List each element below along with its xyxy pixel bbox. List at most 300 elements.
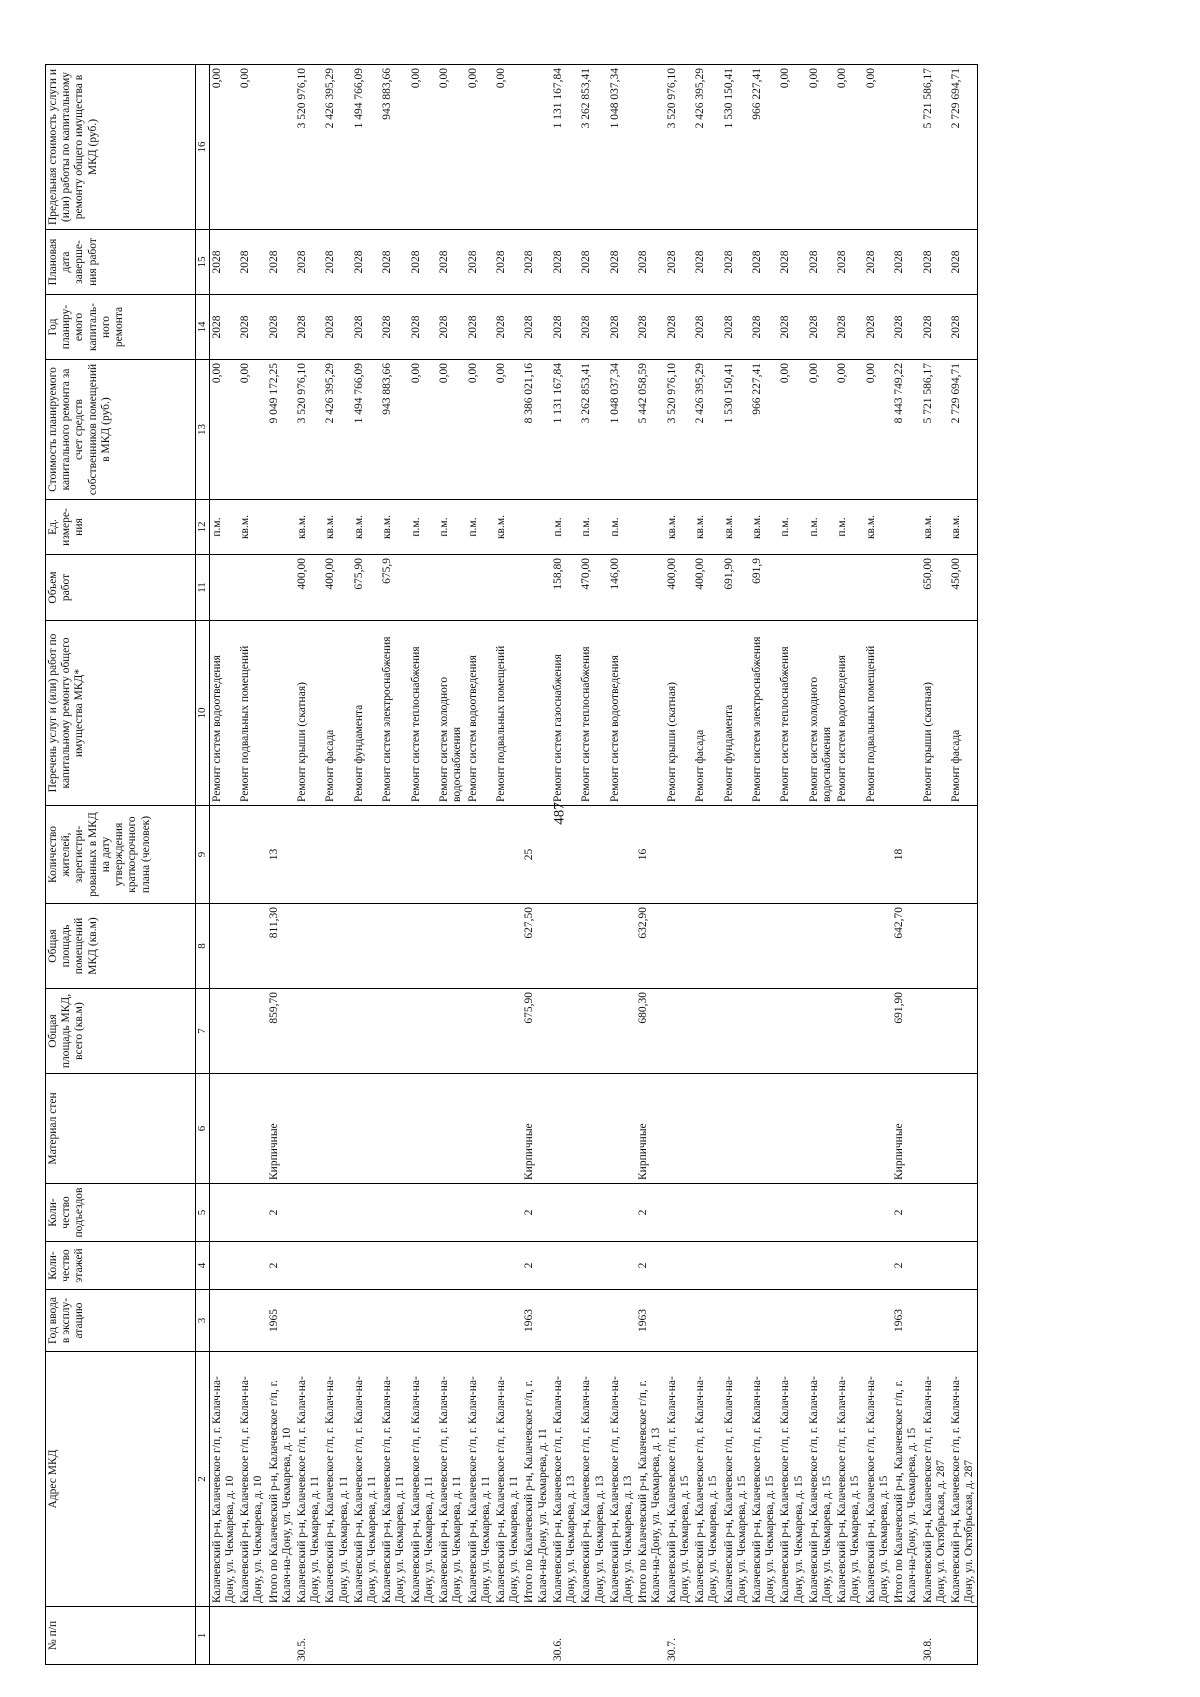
table-cell: 2 426 395,29 — [693, 360, 721, 500]
table-cell — [522, 555, 550, 621]
table-row — [267, 65, 295, 1665]
table-cell: 2028 — [209, 295, 238, 360]
table-cell: 2028 — [380, 230, 408, 295]
table-cell: 1 048 037,34 — [608, 65, 636, 230]
table-cell — [238, 989, 266, 1074]
table-cell — [864, 1290, 892, 1352]
table-cell — [949, 1184, 978, 1242]
table-cell: 2028 — [323, 230, 351, 295]
table-cell — [665, 1290, 693, 1352]
table-cell: 2 — [267, 1242, 295, 1290]
table-cell: 2028 — [494, 295, 522, 360]
table-cell: Ремонт систем холодного водоснабжения — [807, 621, 835, 806]
table-cell: 1 131 167,84 — [551, 360, 579, 500]
table-cell: кв.м. — [722, 500, 750, 555]
table-cell: 943 883,66 — [380, 65, 408, 230]
table-cell — [807, 904, 835, 989]
table-cell — [608, 1074, 636, 1184]
table-row — [494, 65, 522, 1665]
table-cell: 2028 — [608, 295, 636, 360]
table-cell: 2028 — [778, 230, 806, 295]
table-cell — [949, 1074, 978, 1184]
table-cell: п.м. — [807, 500, 835, 555]
table-cell: 0,00 — [209, 65, 238, 230]
table-cell: 0,00 — [409, 65, 437, 230]
table-cell: 675,90 — [522, 989, 550, 1074]
table-cell: Ремонт систем водоотведения — [608, 621, 636, 806]
table-cell — [380, 1184, 408, 1242]
table-cell: 1965 — [267, 1290, 295, 1352]
table-cell: п.м. — [835, 500, 863, 555]
table-cell — [267, 1607, 295, 1665]
table-cell — [949, 1242, 978, 1290]
table-cell: 3 262 853,41 — [579, 65, 607, 230]
table-cell — [835, 806, 863, 904]
column-header: № п/п — [46, 1607, 196, 1665]
table-cell: 2028 — [807, 295, 835, 360]
table-cell — [807, 1242, 835, 1290]
table-cell — [409, 806, 437, 904]
table-cell: 2028 — [380, 295, 408, 360]
table-cell — [494, 1074, 522, 1184]
table-cell: 2028 — [295, 230, 323, 295]
table-cell — [807, 1074, 835, 1184]
table-cell — [295, 904, 323, 989]
table-cell: 2028 — [864, 295, 892, 360]
table-cell — [750, 806, 778, 904]
table-row — [295, 65, 323, 1665]
table-cell — [409, 555, 437, 621]
column-header: Предельная стоимость услуги и (или) работы по капитальному ремонту общего имущества в МКД (руб.) — [46, 65, 196, 230]
table-cell — [409, 1242, 437, 1290]
table-cell: 2028 — [665, 230, 693, 295]
table-cell — [209, 555, 238, 621]
table-cell — [750, 989, 778, 1074]
table-cell — [693, 1607, 721, 1665]
table-cell: 2028 — [466, 295, 494, 360]
table-cell: 0,00 — [807, 65, 835, 230]
table-cell — [209, 989, 238, 1074]
table-cell: 2 — [522, 1184, 550, 1242]
table-cell: Калачевский р-н, Калачевское г/п, г. Калач-на-Дону, ул. Чекмарева, д. 15 — [835, 1352, 863, 1607]
table-cell: кв.м. — [295, 500, 323, 555]
table-cell: 2028 — [778, 295, 806, 360]
table-cell: Калачевский р-н, Калачевское г/п, г. Калач-на-Дону, ул. Чекмарева, д. 10 — [238, 1352, 266, 1607]
table-cell: 2028 — [722, 230, 750, 295]
table-cell — [323, 1607, 351, 1665]
table-cell: Калачевский р-н, Калачевское г/п, г. Калач-на-Дону, ул. Чекмарева, д. 15 — [693, 1352, 721, 1607]
table-cell: 2028 — [238, 295, 266, 360]
table-cell: 2028 — [892, 230, 920, 295]
column-header: Объем работ — [46, 555, 196, 621]
table-cell: п.м. — [209, 500, 238, 555]
table-cell — [722, 806, 750, 904]
table-cell: 0,00 — [778, 360, 806, 500]
table-cell: 2028 — [409, 230, 437, 295]
table-cell: 0,00 — [778, 65, 806, 230]
table-cell — [750, 904, 778, 989]
table-cell: 400,00 — [693, 555, 721, 621]
table-cell: 2028 — [409, 295, 437, 360]
table-cell: Ремонт фундамента — [352, 621, 380, 806]
header-row — [46, 65, 196, 1665]
table-cell — [693, 806, 721, 904]
column-header: Перечень услуг и (или) работ по капитальному ремонту общего имущества МКД* — [46, 621, 196, 806]
table-cell — [409, 1074, 437, 1184]
table-row — [437, 65, 465, 1665]
table-cell — [352, 1290, 380, 1352]
table-cell: 1963 — [892, 1290, 920, 1352]
table-row — [949, 65, 978, 1665]
table-cell: кв.м. — [949, 500, 978, 555]
table-cell — [608, 989, 636, 1074]
table-cell — [778, 555, 806, 621]
table-cell: 0,00 — [494, 360, 522, 500]
table-cell: 2028 — [636, 230, 664, 295]
table-cell: 2028 — [522, 295, 550, 360]
table-cell — [864, 1074, 892, 1184]
table-cell — [323, 1074, 351, 1184]
table-cell: кв.м. — [665, 500, 693, 555]
table-cell: Калачевский р-н, Калачевское г/п, г. Калач-на-Дону, ул. Чекмарева, д. 11 — [323, 1352, 351, 1607]
table-cell: 2028 — [921, 295, 949, 360]
table-cell — [693, 1290, 721, 1352]
table-row — [409, 65, 437, 1665]
column-number: 4 — [196, 1242, 210, 1290]
table-cell: Калачевский р-н, Калачевское г/п, г. Калач-на-Дону, ул. Чекмарева, д. 13 — [608, 1352, 636, 1607]
column-header: Коли-чество этажей — [46, 1242, 196, 1290]
table-cell — [921, 806, 949, 904]
table-cell — [835, 904, 863, 989]
table-cell — [238, 806, 266, 904]
table-cell — [892, 1607, 920, 1665]
table-cell: 2028 — [352, 295, 380, 360]
table-cell — [238, 904, 266, 989]
table-cell — [437, 555, 465, 621]
table-cell: Калачевский р-н, Калачевское г/п, г. Калач-на-Дону, ул. Чекмарева, д. 15 — [665, 1352, 693, 1607]
table-cell: 0,00 — [437, 65, 465, 230]
table-cell: Калачевский р-н, Калачевское г/п, г. Калач-на-Дону, ул. Чекмарева, д. 11 — [380, 1352, 408, 1607]
table-cell — [494, 1184, 522, 1242]
table-cell — [835, 1607, 863, 1665]
table-cell — [352, 1184, 380, 1242]
table-cell — [522, 65, 550, 230]
table-cell: 0,00 — [238, 65, 266, 230]
table-cell — [807, 1290, 835, 1352]
table-cell — [409, 989, 437, 1074]
table-cell — [466, 1290, 494, 1352]
table-cell: 2028 — [494, 230, 522, 295]
table-cell: 1963 — [636, 1290, 664, 1352]
table-cell: 0,00 — [864, 360, 892, 500]
table-cell — [295, 1074, 323, 1184]
table-cell — [636, 555, 664, 621]
table-cell: 1 048 037,34 — [608, 360, 636, 500]
column-header: Адрес МКД — [46, 1352, 196, 1607]
table-cell — [750, 1184, 778, 1242]
table-cell — [494, 1242, 522, 1290]
table-cell: 18 — [892, 806, 920, 904]
table-row — [835, 65, 863, 1665]
table-cell: 2 729 694,71 — [949, 360, 978, 500]
table-cell — [238, 1242, 266, 1290]
table-cell: 1 530 150,41 — [722, 360, 750, 500]
table-cell: 2028 — [579, 230, 607, 295]
table-cell — [778, 989, 806, 1074]
column-number: 14 — [196, 295, 210, 360]
table-cell: 2028 — [665, 295, 693, 360]
table-cell — [380, 1242, 408, 1290]
table-cell — [466, 1184, 494, 1242]
table-cell: 0,00 — [494, 65, 522, 230]
table-cell — [722, 989, 750, 1074]
table-cell: 2028 — [636, 295, 664, 360]
table-cell: 450,00 — [949, 555, 978, 621]
table-cell — [579, 904, 607, 989]
table-cell: 2028 — [949, 295, 978, 360]
table-row — [693, 65, 721, 1665]
table-cell: п.м. — [409, 500, 437, 555]
table-cell: 2028 — [238, 230, 266, 295]
table-cell: 0,00 — [238, 360, 266, 500]
table-row — [807, 65, 835, 1665]
table-cell: 691,90 — [722, 555, 750, 621]
table-cell: кв.м. — [323, 500, 351, 555]
table-cell: 2028 — [466, 230, 494, 295]
table-cell: 2028 — [864, 230, 892, 295]
table-cell: Ремонт крыши (скатная) — [665, 621, 693, 806]
table-cell: 2028 — [352, 230, 380, 295]
table-cell — [380, 1607, 408, 1665]
table-cell: 642,70 — [892, 904, 920, 989]
table-cell: 470,00 — [579, 555, 607, 621]
table-cell — [778, 1607, 806, 1665]
table-cell — [522, 500, 550, 555]
table-cell: 8 443 749,22 — [892, 360, 920, 500]
table-cell — [466, 555, 494, 621]
table-cell — [665, 1242, 693, 1290]
table-cell — [466, 989, 494, 1074]
table-cell: 2 426 395,29 — [323, 65, 351, 230]
table-cell — [835, 1242, 863, 1290]
table-cell — [778, 904, 806, 989]
table-cell: 0,00 — [864, 65, 892, 230]
table-cell — [579, 989, 607, 1074]
table-cell — [209, 1290, 238, 1352]
table-cell — [494, 904, 522, 989]
table-cell: 5 721 586,17 — [921, 360, 949, 500]
column-number: 5 — [196, 1184, 210, 1242]
table-cell: 30.5. — [295, 1607, 323, 1665]
table-cell — [949, 904, 978, 989]
column-header: Общая площадь помещений МКД (кв.м) — [46, 904, 196, 989]
table-cell: 2028 — [892, 295, 920, 360]
table-cell — [380, 904, 408, 989]
table-cell: 2 — [267, 1184, 295, 1242]
table-cell: 146,00 — [608, 555, 636, 621]
table-cell — [267, 555, 295, 621]
table-row — [665, 65, 693, 1665]
table-cell — [409, 1290, 437, 1352]
table-cell: Калачевский р-н, Калачевское г/п, г. Калач-на-Дону, ул. Чекмарева, д. 15 — [807, 1352, 835, 1607]
table-cell: Калачевский р-н, Калачевское г/п, г. Калач-на-Дону, ул. Чекмарева, д. 11 — [437, 1352, 465, 1607]
table-cell — [835, 555, 863, 621]
table-cell: 2028 — [835, 295, 863, 360]
table-row — [722, 65, 750, 1665]
table-cell — [380, 806, 408, 904]
table-cell — [323, 989, 351, 1074]
table-cell: Ремонт крыши (скатная) — [295, 621, 323, 806]
table-cell: 2028 — [693, 230, 721, 295]
rotated-table-container — [45, 65, 1175, 1665]
column-number: 12 — [196, 500, 210, 555]
table-row — [608, 65, 636, 1665]
table-cell: п.м. — [778, 500, 806, 555]
column-header: Общая площадь МКД, всего (кв.м) — [46, 989, 196, 1074]
table-row — [352, 65, 380, 1665]
table-row — [209, 65, 238, 1665]
table-cell — [608, 1607, 636, 1665]
table-cell: Калачевский р-н, Калачевское г/п, г. Калач-на-Дону, ул. Чекмарева, д. 10 — [209, 1352, 238, 1607]
table-cell — [466, 1242, 494, 1290]
table-cell — [323, 1242, 351, 1290]
table-cell: 8 386 021,16 — [522, 360, 550, 500]
table-cell — [323, 806, 351, 904]
table-cell — [807, 1607, 835, 1665]
table-cell: 0,00 — [437, 360, 465, 500]
table-cell — [380, 989, 408, 1074]
table-cell — [267, 500, 295, 555]
table-cell: 2028 — [949, 230, 978, 295]
table-cell: Итого по Калачевский р-н, Калачевское г/п, г. Калач-на-Дону, ул. Чекмарева, д. 10 — [267, 1352, 295, 1607]
table-cell — [494, 806, 522, 904]
table-cell: 3 262 853,41 — [579, 360, 607, 500]
table-cell: Калачевский р-н, Калачевское г/п, г. Калач-на-Дону, ул. Чекмарева, д. 15 — [750, 1352, 778, 1607]
column-header: Плановая дата заверше-ния работ — [46, 230, 196, 295]
table-cell — [579, 1184, 607, 1242]
table-cell: 966 227,41 — [750, 360, 778, 500]
table-cell — [807, 806, 835, 904]
table-row — [636, 65, 664, 1665]
table-row — [238, 65, 266, 1665]
table-cell — [295, 1184, 323, 1242]
table-cell: Калачевский р-н, Калачевское г/п, г. Калач-на-Дону, ул. Октябрьская, д. 287 — [921, 1352, 949, 1607]
table-cell: 0,00 — [835, 65, 863, 230]
table-cell — [551, 1290, 579, 1352]
table-cell: 400,00 — [295, 555, 323, 621]
table-cell — [494, 555, 522, 621]
table-cell — [608, 1184, 636, 1242]
table-cell — [579, 1607, 607, 1665]
table-cell — [437, 904, 465, 989]
table-cell — [608, 806, 636, 904]
table-cell — [835, 1290, 863, 1352]
table-cell — [636, 65, 664, 230]
table-cell — [551, 904, 579, 989]
table-cell — [750, 1290, 778, 1352]
table-cell: Итого по Калачевский р-н, Калачевское г/п, г. Калач-на-Дону, ул. Чекмарева, д. 13 — [636, 1352, 664, 1607]
table-row — [778, 65, 806, 1665]
table-cell — [238, 1290, 266, 1352]
table-cell: Ремонт систем электроснабжения — [380, 621, 408, 806]
table-cell — [267, 65, 295, 230]
table-cell: п.м. — [608, 500, 636, 555]
table-cell — [209, 806, 238, 904]
table-cell: кв.м. — [921, 500, 949, 555]
table-cell — [209, 1184, 238, 1242]
table-cell: 943 883,66 — [380, 360, 408, 500]
table-cell — [693, 989, 721, 1074]
column-number: 9 — [196, 806, 210, 904]
table-cell — [551, 1074, 579, 1184]
table-cell: 13 — [267, 806, 295, 904]
table-cell: Калачевский р-н, Калачевское г/п, г. Калач-на-Дону, ул. Чекмарева, д. 11 — [409, 1352, 437, 1607]
page-number: 487 — [551, 802, 568, 825]
table-cell: 650,00 — [921, 555, 949, 621]
table-cell — [722, 904, 750, 989]
table-cell — [352, 1242, 380, 1290]
table-cell — [608, 904, 636, 989]
table-cell — [864, 806, 892, 904]
table-cell — [693, 1242, 721, 1290]
table-cell — [323, 1290, 351, 1352]
table-cell — [209, 1074, 238, 1184]
table-cell — [722, 1607, 750, 1665]
table-cell — [323, 1184, 351, 1242]
table-cell: 16 — [636, 806, 664, 904]
table-cell — [579, 1242, 607, 1290]
table-cell — [466, 1074, 494, 1184]
table-cell — [579, 806, 607, 904]
table-cell — [522, 1607, 550, 1665]
table-cell: кв.м. — [750, 500, 778, 555]
table-cell — [295, 1290, 323, 1352]
table-cell — [295, 806, 323, 904]
table-cell — [778, 806, 806, 904]
table-cell: 1963 — [522, 1290, 550, 1352]
table-cell — [835, 989, 863, 1074]
table-cell: 2028 — [267, 295, 295, 360]
column-header: Стоимость планируемого капитального ремонта за счет средств собственников помещений в МКД (руб.) — [46, 360, 196, 500]
table-cell — [636, 500, 664, 555]
table-cell: Кирпичные — [267, 1074, 295, 1184]
table-cell — [864, 1184, 892, 1242]
table-cell: Ремонт фасада — [949, 621, 978, 806]
table-cell — [352, 1607, 380, 1665]
table-cell: п.м. — [551, 500, 579, 555]
table-cell — [352, 989, 380, 1074]
table-cell — [608, 1242, 636, 1290]
table-cell: 3 520 976,10 — [665, 65, 693, 230]
table-cell — [437, 989, 465, 1074]
table-cell: Калачевский р-н, Калачевское г/п, г. Калач-на-Дону, ул. Чекмарева, д. 11 — [494, 1352, 522, 1607]
table-cell: 2028 — [921, 230, 949, 295]
column-header: Ед. измере-ния — [46, 500, 196, 555]
table-cell: Калачевский р-н, Калачевское г/п, г. Калач-на-Дону, ул. Чекмарева, д. 13 — [579, 1352, 607, 1607]
table-cell: 2 — [636, 1242, 664, 1290]
table-cell — [921, 1184, 949, 1242]
table-cell — [551, 1242, 579, 1290]
table-cell: 30.6. — [551, 1607, 579, 1665]
table-cell: 2 — [892, 1242, 920, 1290]
table-cell: Итого по Калачевский р-н, Калачевское г/п, г. Калач-на-Дону, ул. Чекмарева, д. 15 — [892, 1352, 920, 1607]
table-cell: 2028 — [551, 230, 579, 295]
table-cell: 2028 — [579, 295, 607, 360]
table-cell: кв.м. — [693, 500, 721, 555]
table-cell: 0,00 — [835, 360, 863, 500]
table-cell: Ремонт фасада — [693, 621, 721, 806]
table-cell: Ремонт систем водоотведения — [209, 621, 238, 806]
